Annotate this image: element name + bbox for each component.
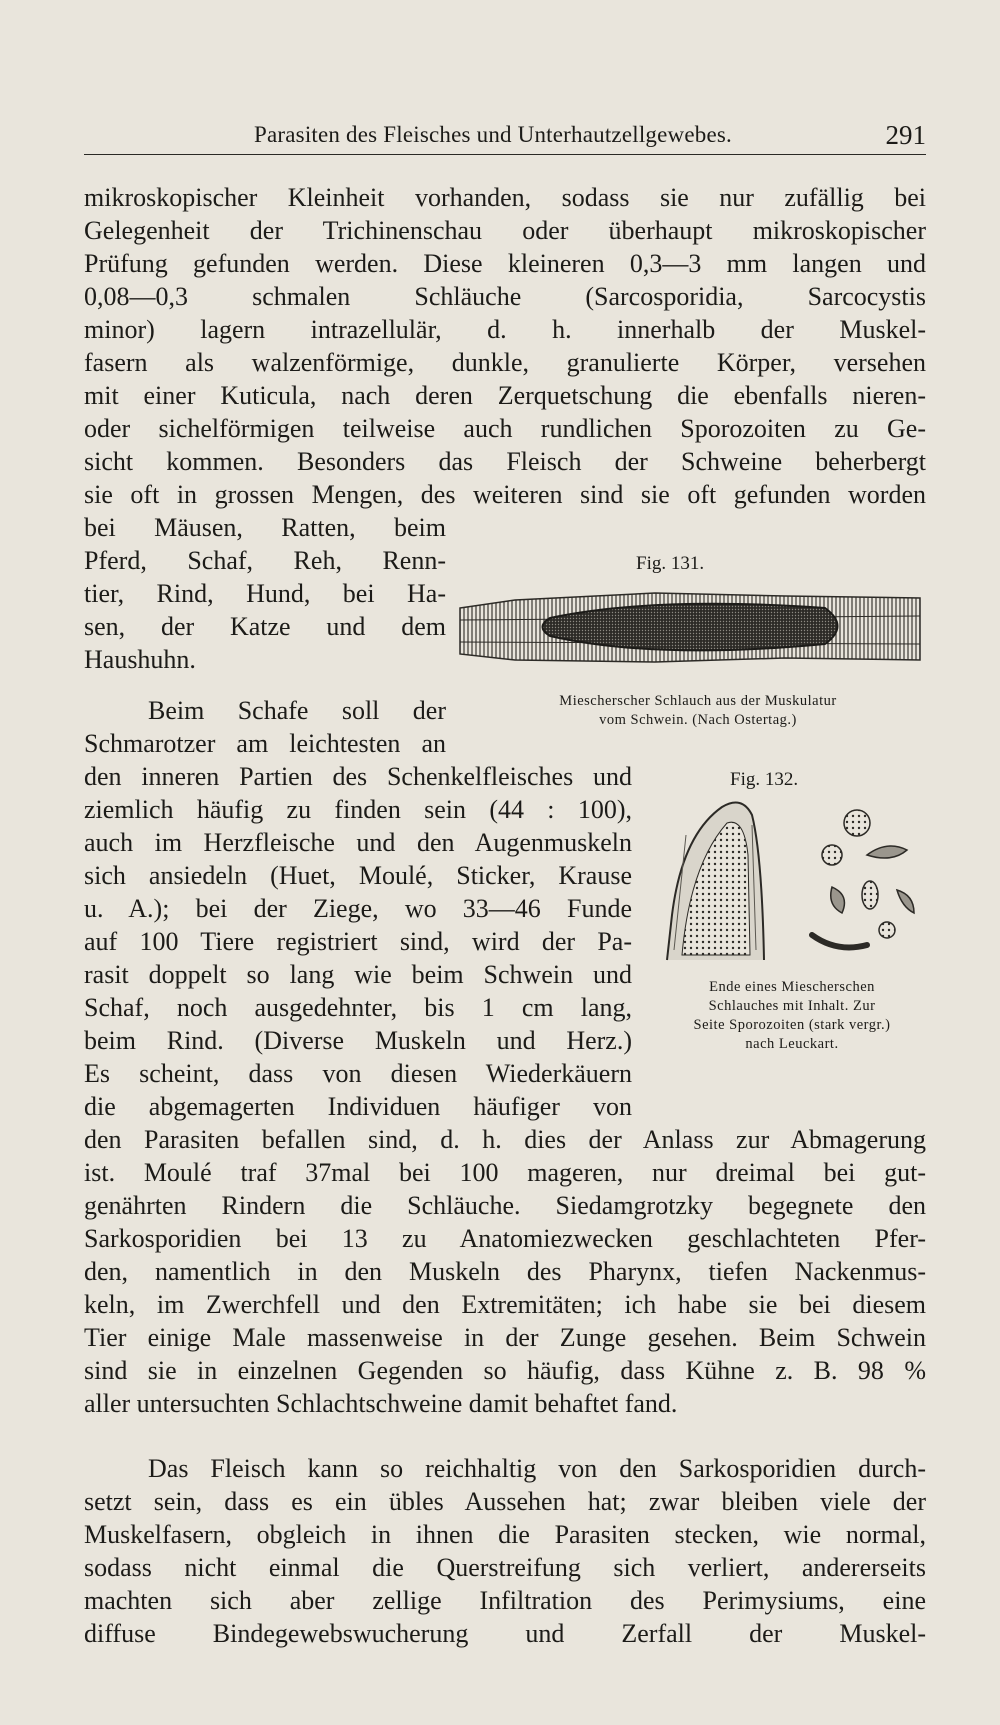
text-line: tier, Rind, Hund, bei Ha- xyxy=(84,579,446,608)
caption-line: Schlauches mit Inhalt. Zur xyxy=(708,998,876,1014)
text-line: sicht kommen. Besonders das Fleisch der Schweine beherbergt xyxy=(84,447,926,476)
caption-line: vom Schwein. (Nach Ostertag.) xyxy=(599,712,797,728)
running-head xyxy=(84,116,926,155)
figure-131-label: Fig. 131. xyxy=(636,553,705,574)
text-line: fasern als walzenförmige, dunkle, granulierte Körper, versehen xyxy=(84,348,926,377)
text-line: mit einer Kuticula, nach deren Zerquetschung die ebenfalls nieren- xyxy=(84,381,926,410)
text-line: Pferd, Schaf, Reh, Renn- xyxy=(84,546,446,575)
text-line: Haushuhn. xyxy=(84,645,196,674)
text-line: Sarkosporidien bei 13 zu Anatomiezwecken geschlachteten Pfer- xyxy=(84,1224,926,1253)
text-line: Schaf, noch ausgedehnter, bis 1 cm lang, xyxy=(84,993,632,1022)
text-line: keln, im Zwerchfell und den Extremitäten; ich habe sie bei diesem xyxy=(84,1290,926,1319)
text-line: rasit doppelt so lang wie beim Schwein und xyxy=(84,960,632,989)
text-line: Muskelfasern, obgleich in ihnen die Parasiten stecken, wie normal, xyxy=(84,1520,926,1549)
text-line: sodass nicht einmal die Querstreifung sich verliert, andererseits xyxy=(84,1553,926,1582)
text-line: auch im Herzfleische und den Augenmuskeln xyxy=(84,828,632,857)
text-line: Schmarotzer am leichtesten an xyxy=(84,729,446,758)
text-line: genährten Rindern die Schläuche. Siedamgrotzky begegnete den xyxy=(84,1191,926,1220)
text-line: minor) lagern intrazellulär, d. h. innerhalb der Muskel- xyxy=(84,315,926,344)
text-line: Gelegenheit der Trichinenschau oder überhaupt mikroskopischer xyxy=(84,216,926,245)
caption-line: Miescherscher Schlauch aus der Muskulatur xyxy=(559,693,837,709)
text-line: Das Fleisch kann so reichhaltig von den Sarkosporidien durch- xyxy=(148,1454,926,1483)
text-line: Prüfung gefunden werden. Diese kleineren 0,3—3 mm langen und xyxy=(84,249,926,278)
page-number: 291 xyxy=(885,120,926,150)
text-line: machten sich aber zellige Infiltration des Perimysiums, eine xyxy=(84,1586,926,1615)
text-line: Es scheint, dass von diesen Wiederkäuern xyxy=(84,1059,632,1088)
text-line: die abgemagerten Individuen häufiger von xyxy=(84,1092,632,1121)
text-line: Tier einige Male massenweise in der Zunge gesehen. Beim Schwein xyxy=(84,1323,926,1352)
text-line: sind sie in einzelnen Gegenden so häufig, dass Kühne z. B. 98 % xyxy=(84,1356,926,1385)
caption-line: Ende eines Miescherschen xyxy=(709,979,875,995)
text-line: sich ansiedeln (Huet, Moulé, Sticker, Krause xyxy=(84,861,632,890)
text-line: ziemlich häufig zu finden sein (44 : 100), xyxy=(84,795,632,824)
text-line: mikroskopischer Kleinheit vorhanden, sodass sie nur zufällig bei xyxy=(84,183,926,212)
caption-line: nach Leuckart. xyxy=(745,1036,839,1052)
text-line: beim Rind. (Diverse Muskeln und Herz.) xyxy=(84,1026,632,1055)
text-line: Beim Schafe soll der xyxy=(148,696,446,725)
text-line: auf 100 Tiere registriert sind, wird der Pa- xyxy=(84,927,632,956)
figure-132-sarcocyst-illustration xyxy=(652,795,932,965)
text-line: 0,08—0,3 schmalen Schläuche (Sarcosporidia, Sarcocystis xyxy=(84,282,926,311)
text-line: sen, der Katze und dem xyxy=(84,612,446,641)
caption-line: Seite Sporozoiten (stark vergr.) xyxy=(693,1017,891,1033)
running-head-title: Parasiten des Fleisches und Unterhautzellgewebes. xyxy=(254,122,732,147)
text-line: den inneren Partien des Schenkelfleisches und xyxy=(84,762,632,791)
text-line: den, namentlich in den Muskeln des Pharynx, tiefen Nackenmus- xyxy=(84,1257,926,1286)
text-line: u. A.); bei der Ziege, wo 33—46 Funde xyxy=(84,894,632,923)
text-line: diffuse Bindegewebswucherung und Zerfall der Muskel- xyxy=(84,1619,926,1648)
text-line: den Parasiten befallen sind, d. h. dies der Anlass zur Abmagerung xyxy=(84,1125,926,1154)
figure-132-label: Fig. 132. xyxy=(730,769,799,790)
figure-131-muscle-fiber-illustration xyxy=(455,578,925,688)
text-line: aller untersuchten Schlachtschweine damit behaftet fand. xyxy=(84,1389,678,1418)
figure-132-caption xyxy=(652,978,932,1054)
text-line: oder sichelförmigen teilweise auch rundlichen Sporozoiten zu Ge- xyxy=(84,414,926,443)
text-line: sie oft in grossen Mengen, des weiteren sind sie oft gefunden worden xyxy=(84,480,926,509)
text-line: bei Mäusen, Ratten, beim xyxy=(84,513,446,542)
text-line: ist. Moulé traf 37mal bei 100 mageren, nur dreimal bei gut- xyxy=(84,1158,926,1187)
figure-131-caption xyxy=(478,692,918,730)
text-line: setzt sein, dass es ein übles Aussehen hat; zwar bleiben viele der xyxy=(84,1487,926,1516)
